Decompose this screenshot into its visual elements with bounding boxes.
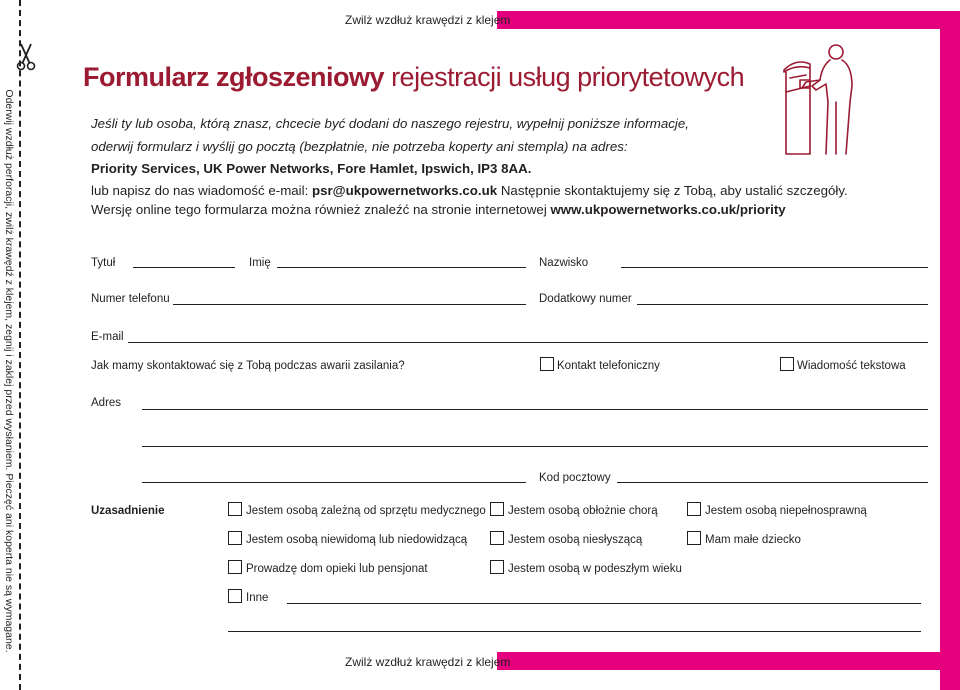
justification-label: Uzasadnienie — [91, 505, 165, 517]
intro-url-prefix: Wersję online tego formularza można również znaleźć na stronie internetowej — [91, 202, 551, 217]
surname-field[interactable] — [621, 267, 928, 268]
first-name-field[interactable] — [277, 267, 526, 268]
surname-label: Nazwisko — [539, 257, 589, 269]
intro-line-4 — [91, 183, 848, 198]
contact-phone-checkbox[interactable] — [540, 357, 554, 371]
intro-line-2: oderwij formularz i wyślij go pocztą (bezpłatnie, nie potrzeba koperty ani stempla) na adres: — [91, 139, 628, 154]
title-bold: Formularz zgłoszeniowy — [83, 62, 385, 92]
option-deaf-checkbox[interactable] — [490, 531, 504, 545]
option-elderly-checkbox[interactable] — [490, 560, 504, 574]
option-young-child-checkbox[interactable] — [687, 531, 701, 545]
option-medical-equipment-label: Jestem osobą zależną od sprzętu medycznego — [246, 505, 486, 517]
option-blind-label: Jestem osobą niewidomą lub niedowidzącą — [246, 534, 468, 546]
top-border-bar — [497, 11, 960, 29]
glue-label-bottom: Zwilż wzdłuż krawędzi z klejem — [345, 655, 511, 669]
page-title — [83, 62, 744, 93]
perforation-line[interactable] — [19, 0, 21, 690]
contact-phone-label: Kontakt telefoniczny — [557, 360, 660, 372]
intro-email-prefix: lub napisz do nas wiadomość e-mail: — [91, 183, 312, 198]
option-blind-checkbox[interactable] — [228, 531, 242, 545]
email-field[interactable] — [128, 342, 928, 343]
right-border-bar — [940, 11, 960, 690]
email-label: E-mail — [91, 331, 124, 343]
scissors-icon — [14, 42, 40, 72]
option-disabled-checkbox[interactable] — [687, 502, 701, 516]
intro-line-1: Jeśli ty lub osoba, którą znasz, chcecie być dodani do naszego rejestru, wypełnij poniższe informacje, — [91, 116, 689, 131]
side-instructions: Oderwij wzdłuż perforacji, zwilż krawędź z klejem, zegnij i zaklej przed wysłaniem. Pieczęć ani koperta nie są wymagane. — [3, 89, 15, 653]
phone-field[interactable] — [173, 304, 526, 305]
other-field-line-1[interactable] — [287, 603, 921, 604]
option-other-label: Inne — [246, 592, 269, 604]
title-field[interactable] — [133, 267, 235, 268]
address-line-1[interactable] — [142, 409, 928, 410]
option-other-checkbox[interactable] — [228, 589, 242, 603]
address-label: Adres — [91, 397, 122, 409]
bottom-border-inner-line — [497, 652, 940, 653]
intro-email-suffix: Następnie skontaktujemy się z Tobą, aby ustalić szczegóły. — [497, 183, 848, 198]
contact-sms-label: Wiadomość tekstowa — [797, 360, 906, 372]
option-care-home-checkbox[interactable] — [228, 560, 242, 574]
bottom-border-bar — [497, 652, 960, 670]
title-light: rejestracji usług priorytetowych — [391, 62, 745, 92]
option-young-child-label: Mam małe dziecko — [705, 534, 801, 546]
postcode-label: Kod pocztowy — [539, 472, 611, 484]
option-medical-equipment-checkbox[interactable] — [228, 502, 242, 516]
option-deaf-label: Jestem osobą niesłyszącą — [508, 534, 643, 546]
extra-phone-field[interactable] — [637, 304, 928, 305]
intro-line-5 — [91, 202, 786, 217]
option-bedridden-label: Jestem osobą obłożnie chorą — [508, 505, 658, 517]
contact-sms-checkbox[interactable] — [780, 357, 794, 371]
address-line-2[interactable] — [142, 446, 928, 447]
contact-question: Jak mamy skontaktować się z Tobą podczas awarii zasilania? — [91, 360, 405, 372]
website-link[interactable]: www.ukpowernetworks.co.uk/priority — [550, 202, 786, 217]
first-name-label: Imię — [249, 257, 271, 269]
address-line-3[interactable] — [142, 482, 526, 483]
other-field-line-2[interactable] — [228, 631, 921, 632]
option-elderly-label: Jestem osobą w podeszłym wieku — [508, 563, 682, 575]
title-label: Tytuł — [91, 257, 116, 269]
option-care-home-label: Prowadzę dom opieki lub pensjonat — [246, 563, 428, 575]
glue-label-top: Zwilż wzdłuż krawędzi z klejem — [345, 13, 511, 27]
option-bedridden-checkbox[interactable] — [490, 502, 504, 516]
extra-phone-label: Dodatkowy numer — [539, 293, 632, 305]
postcode-field[interactable] — [617, 482, 928, 483]
postbox-person-icon — [776, 42, 862, 160]
option-disabled-label: Jestem osobą niepełnosprawną — [705, 505, 867, 517]
phone-label: Numer telefonu — [91, 293, 170, 305]
intro-address: Priority Services, UK Power Networks, Fore Hamlet, Ipswich, IP3 8AA. — [91, 161, 532, 176]
email-link[interactable]: psr@ukpowernetworks.co.uk — [311, 183, 498, 198]
